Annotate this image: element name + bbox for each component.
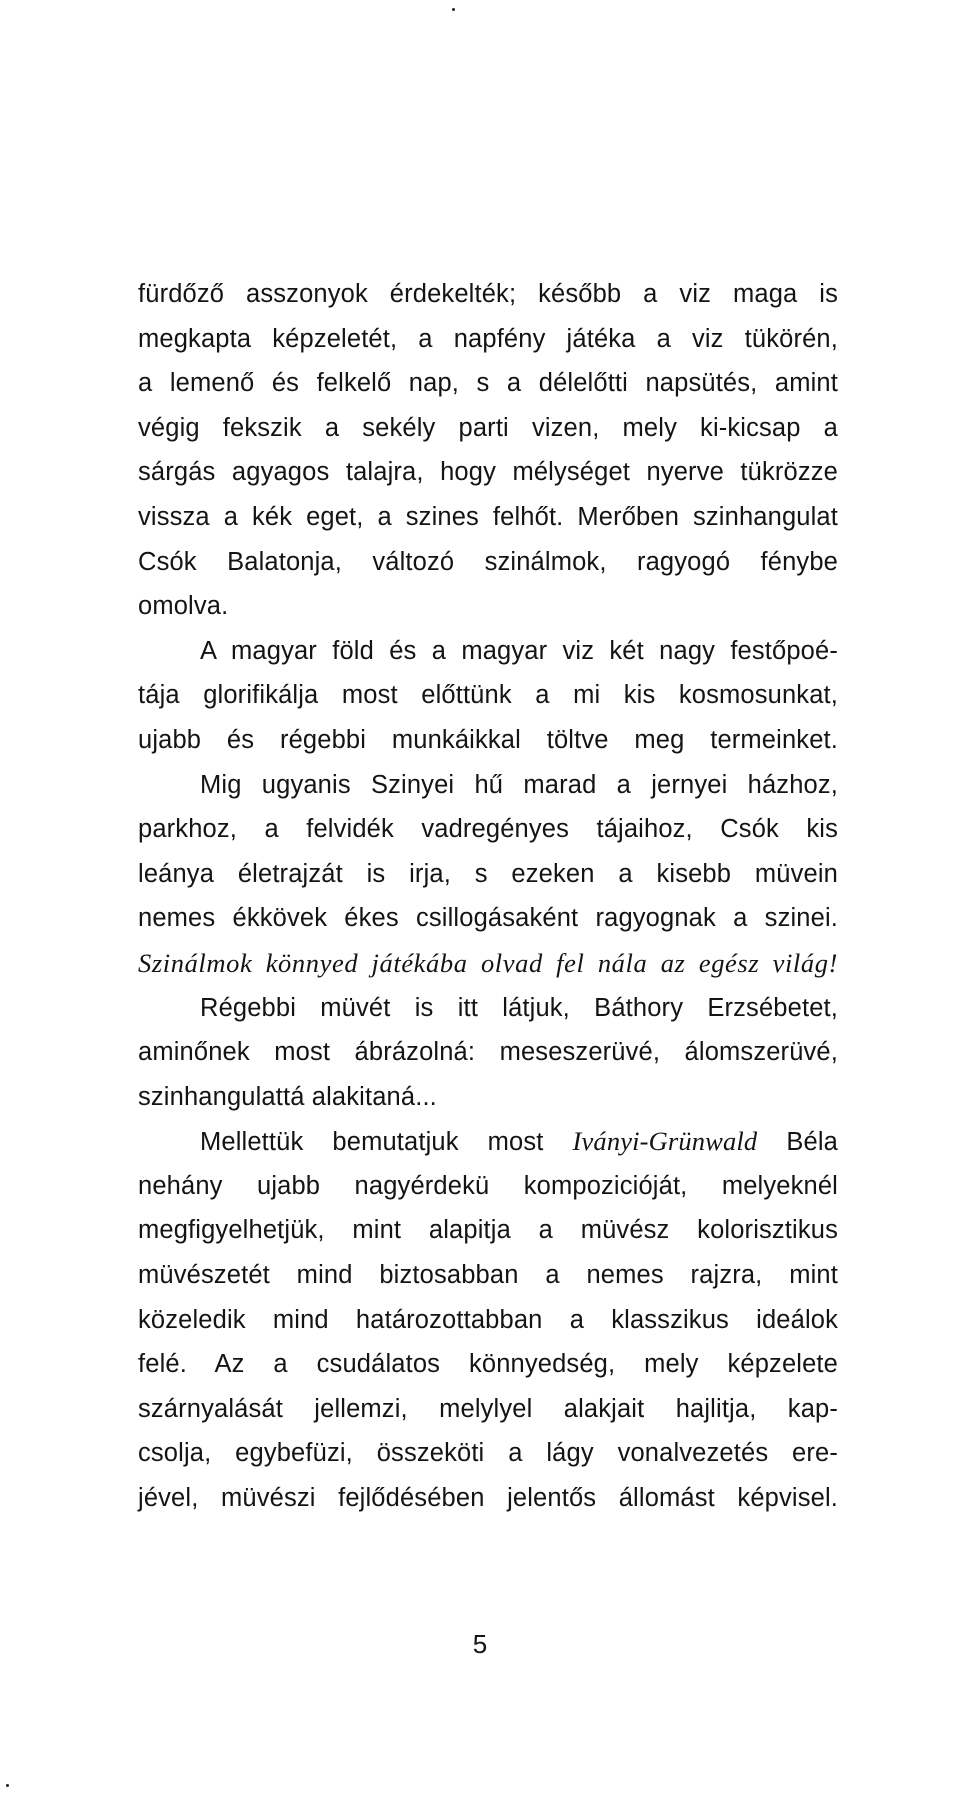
text-line: felé. Az a csudálatos könnyedség, mely képzelete [138,1350,838,1379]
body-text [138,272,838,1521]
text-fragment: Béla [786,1128,838,1157]
text-line: aminőnek most ábrázolná: meseszerüvé, álomszerüvé, [138,1038,838,1067]
artist-name: Iványi-Grünwald [572,1126,758,1157]
ink-speck [6,1784,9,1787]
text-line: fürdőző asszonyok érdekelték; később a viz maga is [138,280,838,308]
text-line: vissza a kék eget, a szines felhőt. Merőben szinhangulat [138,502,838,531]
text-line: szárnyalását jellemzi, melylyel alakjait hajlitja, kap- [138,1394,838,1423]
text-line: parkhoz, a felvidék vadregényes tájaihoz, Csók kis [138,815,838,844]
paragraph-start-line [138,1119,838,1164]
text-line: közeledik mind határozottabban a klasszikus ideálok [138,1305,838,1334]
italic-text-line: Szinálmok könnyed játékába olvad fel nála az egész világ! [138,947,838,978]
paragraph-start-line: Régebbi müvét is itt látjuk, Báthory Erzsébetet, [200,993,838,1022]
text-line: végig fekszik a sekély parti vizen, mely ki-kicsap a [138,413,838,442]
text-line: nemes ékkövek ékes csillogásaként ragyognak a szinei. [138,904,838,933]
text-line: leánya életrajzát is irja, s ezeken a kisebb müvein [138,859,838,888]
text-line: nehány ujabb nagyérdekü kompozicióját, melyeknél [138,1171,838,1200]
paragraph-start-line: Mig ugyanis Szinyei hű marad a jernyei házhoz, [200,770,838,799]
page-number: 5 [472,1629,488,1659]
text-line: a lemenő és felkelő nap, s a délelőtti napsütés, amint [138,369,838,398]
text-line: megfigyelhetjük, mint alapitja a müvész kolorisztikus [138,1216,838,1245]
text-line: tája glorifikálja most előttünk a mi kis kosmosunkat, [138,681,838,710]
ink-speck [452,8,455,11]
text-line: omolva. [138,592,229,621]
text-line: csolja, egybefüzi, összeköti a lágy vonalvezetés ere- [138,1439,838,1468]
text-line: jével, müvészi fejlődésében jelentős állomást képvisel. [138,1484,838,1513]
text-word: Mellettük [200,1128,304,1157]
text-line: szinhangulattá alakitaná... [138,1082,437,1111]
text-line: megkapta képzeletét, a napfény játéka a viz tükörén, [138,324,838,353]
text-line: sárgás agyagos talajra, hogy mélységet nyerve tükrözze [138,458,838,487]
text-line: ujabb és régebbi munkáikkal töltve meg termeinket. [138,725,838,754]
text-fragment: bemutatjuk most [332,1128,544,1157]
text-line: müvészetét mind biztosabban a nemes rajzra, mint [138,1261,838,1290]
text-line: Csók Balatonja, változó szinálmok, ragyogó fénybe [138,547,838,576]
paragraph-start-line: A magyar föld és a magyar viz két nagy festőpoé- [200,636,838,665]
